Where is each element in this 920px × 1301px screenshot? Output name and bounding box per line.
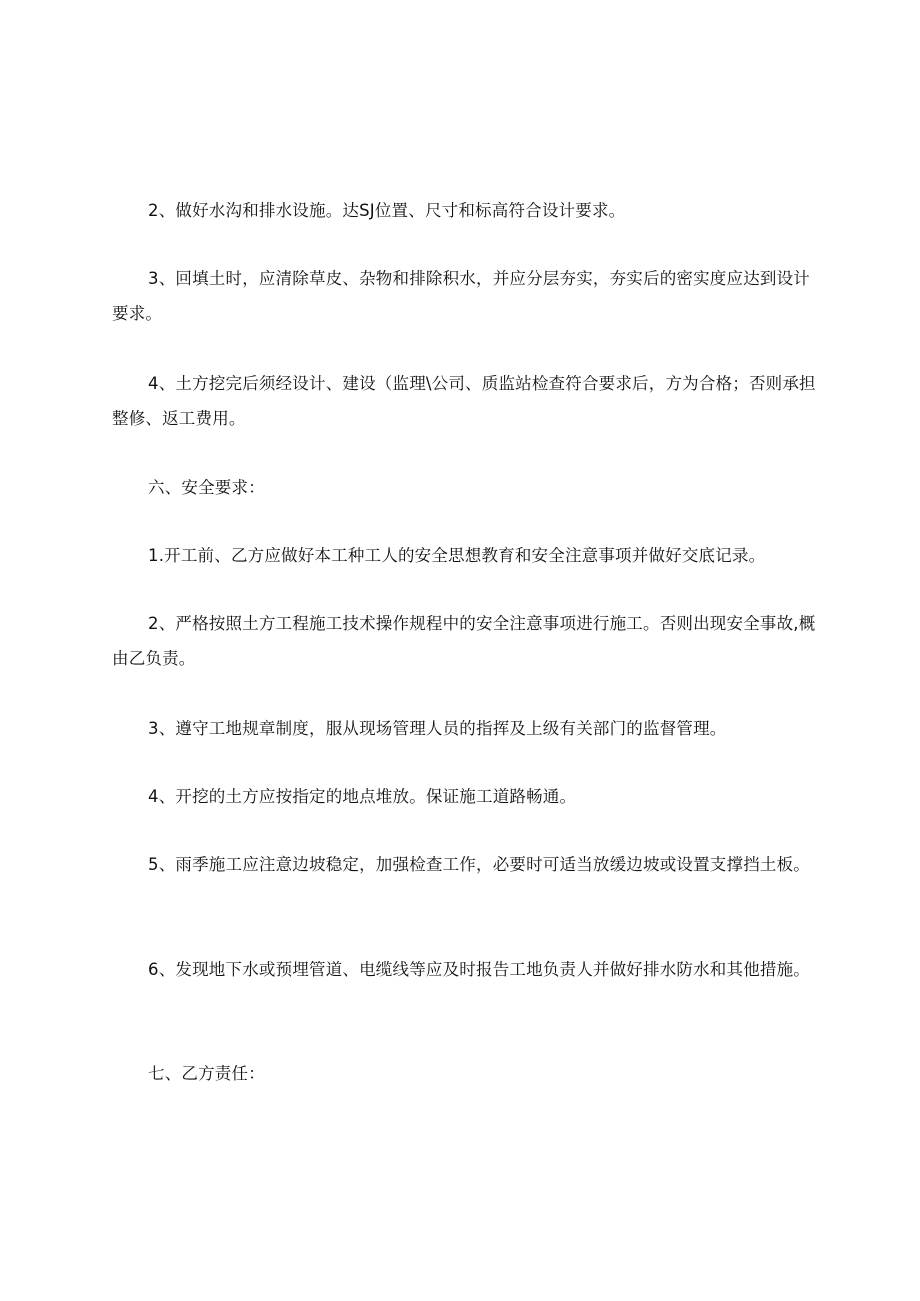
safety-item-2: 2、严格按照土方工程施工技术操作规程中的安全注意事项进行施工。否则出现安全事故,概由乙负责。 xyxy=(112,614,816,668)
safety-item-3: 3、遵守工地规章制度，服从现场管理人员的指挥及上级有关部门的监督管理。 xyxy=(148,719,727,738)
clause-backfill: 3、回填土时，应清除草皮、杂物和排除积水，并应分层夯实，夯实后的密实度应达到设计要求。 xyxy=(112,269,810,323)
safety-item-5: 5、雨季施工应注意边坡稳定，加强检查工作，必要时可适当放缓边坡或设置支撑挡土板。 xyxy=(148,855,810,874)
section-heading-party-b: 七、乙方责任： xyxy=(148,1064,265,1083)
safety-item-1: 1.开工前、乙方应做好本工种工人的安全思想教育和安全注意事项并做好交底记录。 xyxy=(148,546,766,565)
safety-item-4: 4、开挖的土方应按指定的地点堆放。保证施工道路畅通。 xyxy=(148,787,577,806)
clause-drainage: 2、做好水沟和排水设施。达SJ位置、尺寸和标高符合设计要求。 xyxy=(148,201,626,220)
safety-item-6: 6、发现地下水或预埋管道、电缆线等应及时报告工地负责人并做好排水防水和其他措施。 xyxy=(148,960,810,979)
section-heading-safety: 六、安全要求： xyxy=(148,478,265,497)
clause-inspection: 4、土方挖完后须经设计、建设（监理\公司、质监站检查符合要求后，方为合格；否则承担整修、返工费用。 xyxy=(112,374,816,428)
